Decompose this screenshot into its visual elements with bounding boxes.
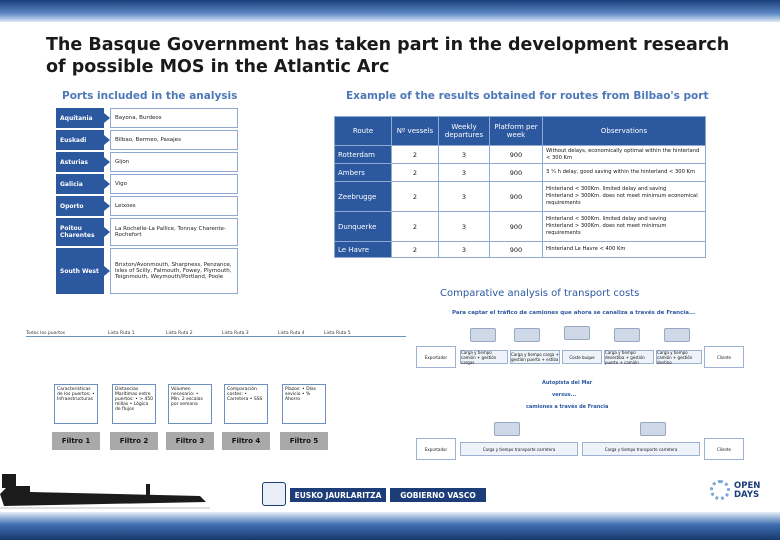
platform-cell: 900 xyxy=(490,146,543,164)
truck-icon xyxy=(470,328,496,342)
cost-step: Carga y tiempo desestiba + gestión puerto + camión xyxy=(604,350,654,364)
stage-label: Lista Ruta 2 xyxy=(166,331,193,336)
comparative-title: Comparative analysis of transport costs xyxy=(440,288,640,299)
filter-label: Filtro 2 xyxy=(110,432,158,450)
open-days-logo xyxy=(710,478,770,508)
port-region: Poitou Charentes xyxy=(56,218,104,246)
table-row xyxy=(335,182,706,212)
table-row xyxy=(335,212,706,242)
vessels-cell: 2 xyxy=(392,212,439,242)
vessels-cell: 2 xyxy=(392,182,439,212)
observations-cell: Hinterland < 300Km. limited delay and saving Hinterland > 300Km. does not meet minimum requirements xyxy=(543,212,706,242)
bottom-banner xyxy=(0,512,780,540)
stage-label: Todos los puertos xyxy=(26,331,66,336)
port-region: Galicia xyxy=(56,174,104,194)
truck-icon xyxy=(514,328,540,342)
logo-basque-text: EUSKO JAURLARITZA xyxy=(290,488,386,502)
port-names: Gijon xyxy=(110,152,238,172)
departures-cell: 3 xyxy=(439,164,490,182)
port-row xyxy=(56,108,238,128)
cost-step: Cliente xyxy=(704,438,744,460)
col-header: Nº vessels xyxy=(392,117,439,146)
port-names: Brixton/Avonmouth, Sharpness, Penzance, Isles of Scilly, Falmouth, Fowey, Plymouth, Teignmouth, Weymouth/Portland, Poole xyxy=(110,248,238,294)
table-row xyxy=(335,164,706,182)
mos-label: Autopista del Mar xyxy=(542,380,593,386)
cost-step: Carga y tiempo transporte carretera xyxy=(460,442,578,456)
truck-icon xyxy=(640,422,666,436)
route-cell: Ambers xyxy=(335,164,392,182)
col-header: Route xyxy=(335,117,392,146)
cost-step: Carga y tiempo camión + gestión cargas xyxy=(460,350,508,364)
vessels-cell: 2 xyxy=(392,146,439,164)
table-row xyxy=(335,146,706,164)
col-header: Platform per week xyxy=(490,117,543,146)
ship-illustration xyxy=(0,468,210,514)
port-row xyxy=(56,248,238,294)
cost-step: Carga y tiempo transporte carretera xyxy=(582,442,700,456)
port-names: La Rochelle-La Pallice, Tonnay Charente-Rochefort xyxy=(110,218,238,246)
col-header: Weekly departures xyxy=(439,117,490,146)
filter-criteria-box: Características de los puertos: • Infraestructuras xyxy=(54,384,98,424)
port-row xyxy=(56,174,238,194)
vessels-cell: 2 xyxy=(392,242,439,258)
cost-step: Cliente xyxy=(704,346,744,368)
cost-step: Coste buque xyxy=(562,350,602,364)
filter-criteria-box: Comparación costes: • Carretera • SSS xyxy=(224,384,268,424)
results-heading: Example of the results obtained for routes from Bilbao's port xyxy=(346,90,709,102)
filter-label: Filtro 1 xyxy=(52,432,100,450)
port-region: South West xyxy=(56,248,104,294)
platform-cell: 900 xyxy=(490,212,543,242)
table-row xyxy=(335,242,706,258)
port-names: Bilbao, Bermeo, Pasajes xyxy=(110,130,238,150)
table-header-row xyxy=(335,117,706,146)
truck-icon xyxy=(614,328,640,342)
filter-label: Filtro 3 xyxy=(166,432,214,450)
platform-cell: 900 xyxy=(490,182,543,212)
cost-step: Carga y tiempo camión + gestión destino xyxy=(656,350,702,364)
observations-cell: Hinterland < 300Km. limited delay and saving Hinterland > 300Km. does not meet minimum economical requirements xyxy=(543,182,706,212)
filter-criteria-box: Plazos: • Días sevicio • % Ahorro xyxy=(282,384,326,424)
truck-icon xyxy=(664,328,690,342)
port-names: Bayona, Burdeos xyxy=(110,108,238,128)
results-table xyxy=(334,116,706,258)
stage-label: Lista Ruta 3 xyxy=(222,331,249,336)
flow-line xyxy=(26,336,406,337)
ship-icon xyxy=(564,326,590,340)
route-cell: Dunquerke xyxy=(335,212,392,242)
filter-label: Filtro 5 xyxy=(280,432,328,450)
filter-criteria-box: Distancias Marítimas entre puertos: • > 450 millas • Lógica de flujos xyxy=(112,384,156,424)
route-cell: Rotterdam xyxy=(335,146,392,164)
route-cell: Zeebrugge xyxy=(335,182,392,212)
open-days-text: OPEN DAYS xyxy=(734,481,761,500)
port-region: Euskadi xyxy=(56,130,104,150)
port-region: Aquitania xyxy=(56,108,104,128)
filters-diagram xyxy=(26,298,416,468)
top-banner xyxy=(0,0,780,22)
port-row xyxy=(56,218,238,246)
filter-criteria-box: Volumen necesario: • Mín. 2 escalas por semana xyxy=(168,384,212,424)
ports-list xyxy=(56,108,238,296)
port-row xyxy=(56,130,238,150)
departures-cell: 3 xyxy=(439,242,490,258)
page-title: The Basque Government has taken part in the development research of possible MOS in the Atlantic Arc xyxy=(46,35,730,77)
platform-cell: 900 xyxy=(490,242,543,258)
departures-cell: 3 xyxy=(439,146,490,164)
cost-step: Carga y tiempo carga + gestión puerto + estiba xyxy=(511,352,559,362)
departures-cell: 3 xyxy=(439,182,490,212)
filter-label: Filtro 4 xyxy=(222,432,270,450)
port-names: Vigo xyxy=(110,174,238,194)
departures-cell: 3 xyxy=(439,212,490,242)
logo-spanish-text: GOBIERNO VASCO xyxy=(390,488,486,502)
vessels-cell: 2 xyxy=(392,164,439,182)
ports-heading: Ports included in the analysis xyxy=(62,90,238,102)
road-label: camiones a través de Francia xyxy=(526,404,609,410)
government-logo xyxy=(290,488,486,502)
port-row xyxy=(56,152,238,172)
observations-cell: Without delays, economically optimal within the hinterland < 300 Km xyxy=(543,146,706,164)
stage-label: Lista Ruta 1 xyxy=(108,331,135,336)
cost-step: Exportador xyxy=(416,438,456,460)
cost-diagram xyxy=(414,318,754,468)
truck-icon xyxy=(494,422,520,436)
port-names: Leixoes xyxy=(110,196,238,216)
stage-label: Lista Ruta 4 xyxy=(278,331,305,336)
observations-cell: 3 ¼ h delay, good saving within the hinterland < 300 Km xyxy=(543,164,706,182)
col-header: Observations xyxy=(543,117,706,146)
cost-step: Exportador xyxy=(416,346,456,368)
port-row xyxy=(56,196,238,216)
stage-label: Lista Ruta 5 xyxy=(324,331,351,336)
port-region: Oporto xyxy=(56,196,104,216)
platform-cell: 900 xyxy=(490,164,543,182)
stars-ring-icon xyxy=(710,480,730,500)
port-region: Asturias xyxy=(56,152,104,172)
route-cell: Le Havre xyxy=(335,242,392,258)
basque-crest-icon xyxy=(262,482,286,506)
observations-cell: Hinterland Le Havre < 400 Km xyxy=(543,242,706,258)
comparative-subtitle: Para captar el tráfico de camiones que ahora se canaliza a través de Francia... xyxy=(452,310,696,316)
versus-label: versus... xyxy=(552,392,577,398)
